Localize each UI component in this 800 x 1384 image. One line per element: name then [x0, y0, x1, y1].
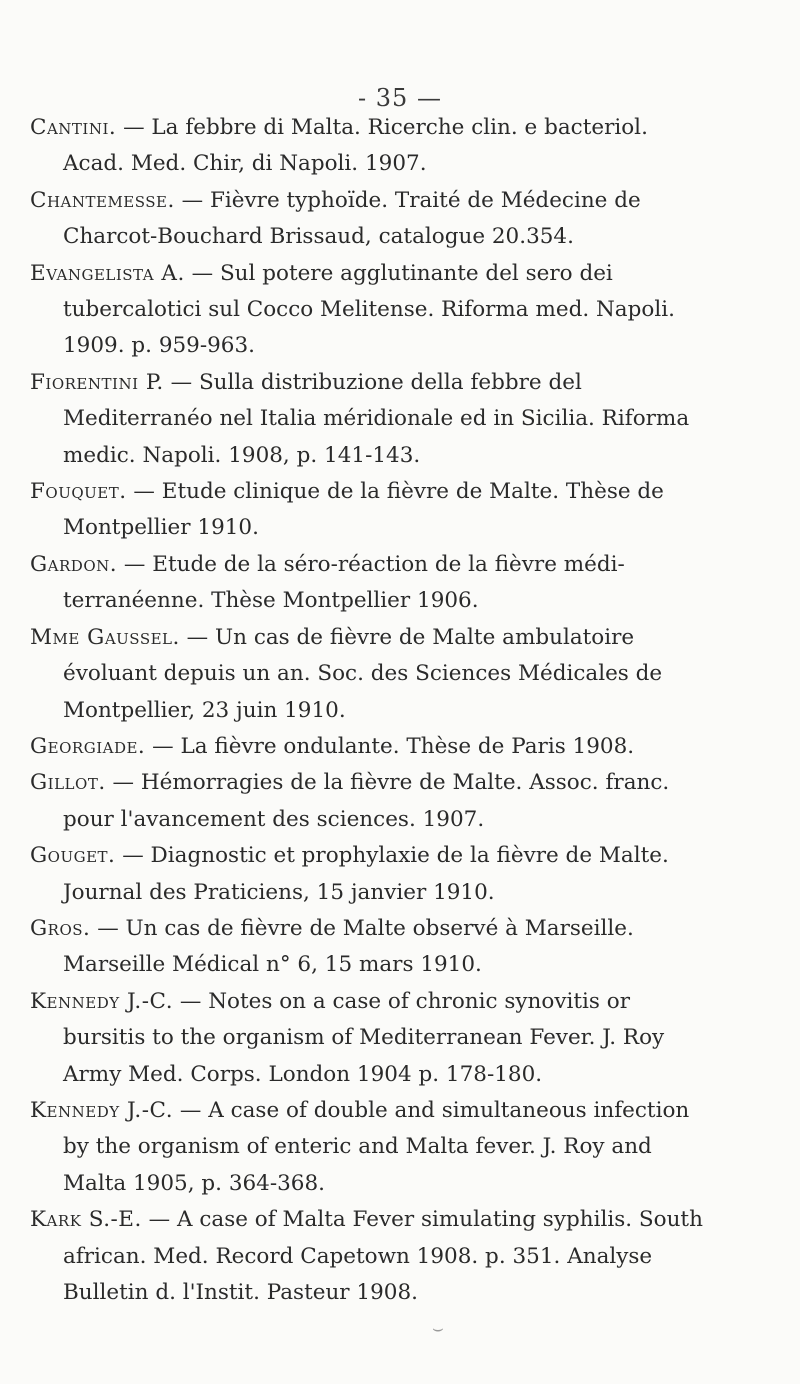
- entry-text: — Un cas de fièvre de Malte observé à Marseille. Marseille Médical n° 6, 15 mars 1910.: [63, 915, 634, 978]
- bibliography-entry: [30, 1093, 710, 1202]
- entry-text: — Hémorragies de la fièvre de Malte. Assoc. franc. pour l'avancement des sciences. 1907.: [63, 770, 670, 832]
- entry-text: — Sulla distribuzione della febbre del Mediterranéo nel Italia méridionale ed in Sicilia. Riforma medic. Napoli. 1908, p. 141-143.: [63, 369, 690, 468]
- bibliography-entry: [30, 620, 710, 729]
- bibliography-entry: [30, 765, 710, 838]
- bibliography-entry: [30, 365, 710, 474]
- bibliography-entry: [30, 984, 710, 1093]
- entry-author: Gouget.: [30, 843, 116, 869]
- entry-author: Chantemesse.: [30, 187, 175, 213]
- entry-text: — La fièvre ondulante. Thèse de Paris 1908.: [145, 733, 635, 759]
- entry-text: — A case of Malta Fever simulating syphilis. South african. Med. Record Capetown 1908. p. 351. Analyse Bulletin d. l'Instit. Pasteur 1908.: [63, 1207, 703, 1305]
- bibliography-entry: [30, 911, 710, 984]
- entry-author: Kennedy J.-C.: [30, 988, 174, 1014]
- entry-author: Mme Gaussel.: [30, 624, 180, 650]
- entry-author: Gillot.: [30, 770, 106, 796]
- entry-text: — Diagnostic et prophylaxie de la fièvre de Malte. Journal des Praticiens, 15 janvier 1910.: [63, 843, 669, 905]
- entry-text: — Etude clinique de la fièvre de Malte. Thèse de Montpellier 1910.: [63, 479, 664, 541]
- bibliography-entry: [30, 256, 710, 365]
- entry-author: Fouquet.: [30, 479, 127, 505]
- bibliography-entry: [30, 110, 710, 183]
- bibliography-entry: [30, 183, 710, 256]
- bibliography-entry: [30, 547, 710, 620]
- entry-author: Fiorentini P.: [30, 369, 164, 395]
- entry-text: — Fièvre typhoïde. Traité de Médecine de Charcot-Bouchard Brissaud, catalogue 20.354.: [63, 187, 641, 250]
- entry-text: — Un cas de fièvre de Malte ambulatoire évoluant depuis un an. Soc. des Sciences Médicales de Montpellier, 23 juin 1910.: [63, 624, 663, 723]
- entry-text: — Etude de la séro-réaction de la fièvre médi- terranéenne. Thèse Montpellier 1906.: [63, 551, 625, 614]
- ink-mark: ⌣: [432, 1318, 444, 1339]
- entry-text: — La febbre di Malta. Ricerche clin. e bacteriol. Acad. Med. Chir, di Napoli. 1907.: [63, 115, 648, 177]
- page-number: - 35 —: [358, 84, 442, 112]
- bibliography-entry: [30, 729, 710, 765]
- entry-text: — Notes on a case of chronic synovitis or bursitis to the organism of Mediterranean Fever. J. Roy Army Med. Corps. London 1904 p. 178-180.: [63, 988, 665, 1087]
- bibliography-entry: [30, 838, 710, 911]
- entry-author: Cantini.: [30, 115, 117, 140]
- entry-author: Gros.: [30, 915, 91, 941]
- entry-author: Evangelista A.: [30, 260, 185, 286]
- entry-author: Georgiade.: [30, 733, 146, 759]
- entry-author: Kark S.-E.: [30, 1207, 142, 1233]
- bibliography-list: [30, 110, 710, 1311]
- entry-text: — A case of double and simultaneous infection by the organism of enteric and Malta fever. J. Roy and Malta 1905, p. 364-368.: [63, 1097, 690, 1196]
- bibliography-entry: [30, 474, 710, 547]
- entry-author: Kennedy J.-C.: [30, 1097, 174, 1123]
- bibliography-entry: [30, 1202, 710, 1311]
- entry-author: Gardon.: [30, 551, 118, 577]
- entry-text: — Sul potere agglutinante del sero dei tubercalotici sul Cocco Melitense. Riforma med. Napoli. 1909. p. 959-963.: [63, 260, 675, 359]
